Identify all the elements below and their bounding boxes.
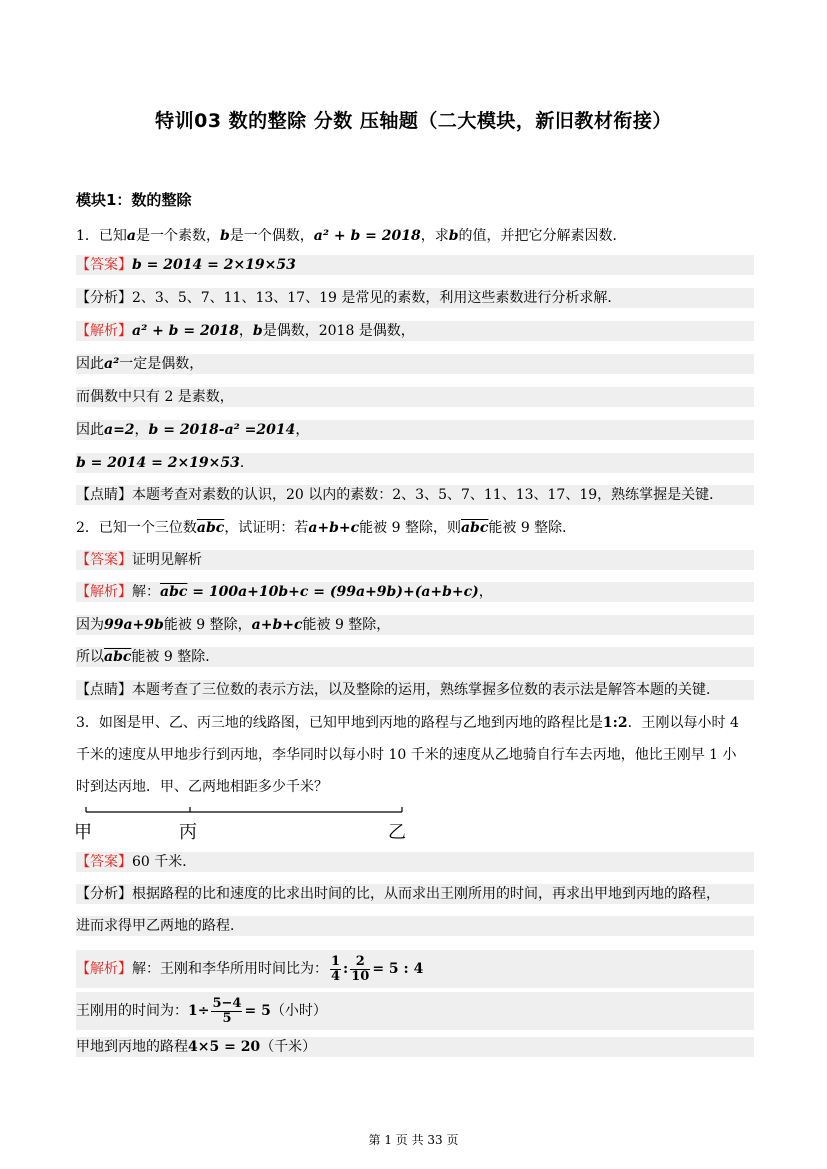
q1-comment: 【点睛】本题考查对素数的认识，20 以内的素数：2、3、5、7、11、13、17、19，熟练掌握是关键． [76,485,754,505]
q3-analysis: 【分析】根据路程的比和速度的比求出时间的比，从而求出王刚所用的时间，再求出甲地到丙地的路程， [76,884,754,904]
q3-stem-line3: 时到达丙地．甲、乙两地相距多少千米？ [76,779,328,795]
q3-answer: 【答案】60 千米． [76,852,754,872]
q2-solution-line2: 因为99a+9b能被 9 整除，a+b+c能被 9 整除， [76,615,754,635]
label-yi: 乙 [388,822,406,843]
module-heading: 模块1：数的整除 [76,191,192,209]
q1-stem: 1．已知a是一个素数，b是一个偶数，a² + b = 2018，求b的值，并把它分解素因数． [76,228,627,244]
q1-solution-line4: 因此a=2，b = 2018-a² =2014， [76,420,754,440]
route-diagram [72,802,412,844]
q1-answer: 【答案】b = 2014 = 2×19×53 [76,255,754,275]
fraction-1-4: $\frac{1}{4}$ [331,953,341,984]
q1-solution: 【解析】a² + b = 2018，b是偶数，2018 是偶数， [76,321,754,341]
q2-solution: 【解析】解：$\overline{abc} = 100a+10b+c = (99a+9b)+(a+b+c)$， [76,582,754,602]
q1-solution-line2: 因此a²一定是偶数， [76,354,754,374]
q3-stem-line1: 3．如图是甲、乙、丙三地的线路图，已知甲地到丙地的路程与乙地到丙地的路程比是1:2．王刚以每小时 4 [76,715,739,731]
q2-stem: 2．已知一个三位数$\overline{abc}$，试证明：若a+b+c能被 9 整除，则$\overline{abc}$能被 9 整除． [76,520,577,536]
q3-solution-line2: 王刚用的时间为：1÷ $\frac{5-4}{5}$ = 5（小时） [76,992,754,1030]
q3-solution-line3: 甲地到丙地的路程4×5 = 20（千米） [76,1037,754,1057]
page-footer: 第 1 页 共 33 页 [368,1133,459,1147]
q1-analysis: 【分析】2、3、5、7、11、13、17、19 是常见的素数，利用这些素数进行分析求解． [76,288,754,308]
fraction-5-4-over-5: $\frac{5-4}{5}$ [212,995,242,1026]
q2-solution-line3: 所以$\overline{abc}$能被 9 整除． [76,647,754,667]
fraction-2-10: $\frac{2}{10}$ [351,953,370,984]
label-bing: 丙 [179,822,197,843]
q3-stem-line2: 千米的速度从甲地步行到丙地，李华同时以每小时 10 千米的速度从乙地骑自行车去丙地，他比王刚早 1 小 [76,747,737,763]
q2-answer: 【答案】证明见解析 [76,550,754,570]
page-title: 特训03 数的整除 分数 压轴题（二大模块，新旧教材衔接） [155,110,672,132]
q1-solution-line5: b = 2014 = 2×19×53． [76,453,754,473]
q2-comment: 【点睛】本题考查了三位数的表示方法，以及整除的运用，熟练掌握多位数的表示法是解答本题的关键． [76,680,754,700]
q3-solution: 【解析】解：王刚和李华所用时间比为： $\frac{1}{4}$ : $\frac{2}{10}$ = 5 : 4 [76,950,754,988]
q1-solution-line3: 而偶数中只有 2 是素数， [76,387,754,407]
q3-analysis-line2: 进而求得甲乙两地的路程． [76,916,754,936]
label-jia: 甲 [74,822,92,843]
